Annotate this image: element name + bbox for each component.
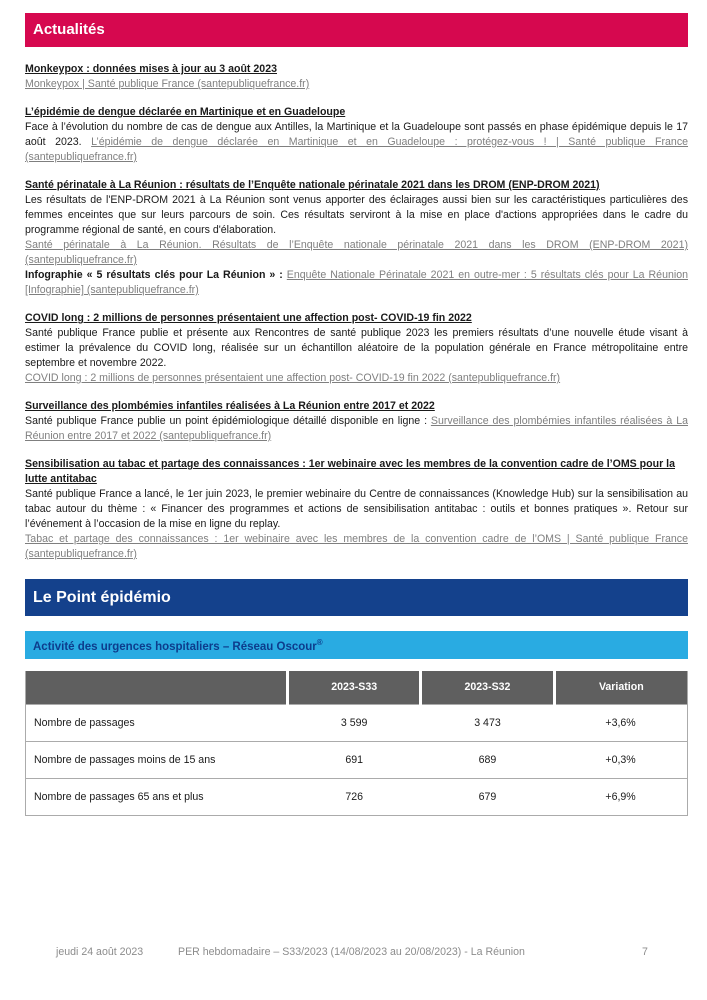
footer-page-number: 7 bbox=[642, 946, 648, 958]
plombemies-link[interactable]: Surveillance des plombémies infantiles réalisées à La Réunion entre 2017 et 2022 (santepubliquefrance.fr) bbox=[25, 415, 688, 442]
plombemies-body: Santé publique France publie un point épidémiologique détaillé disponible en ligne : bbox=[25, 415, 431, 427]
footer-doc-title: PER hebdomadaire – S33/2023 (14/08/2023 au 20/08/2023) - La Réunion bbox=[178, 946, 525, 958]
section-monkeypox bbox=[25, 62, 688, 92]
perinatale-title: Santé périnatale à La Réunion : résultats de l’Enquête nationale périnatale 2021 dans les DROM (ENP-DROM 2021) bbox=[25, 179, 600, 191]
infographie-link[interactable]: Enquête Nationale Périnatale 2021 en outre-mer : 5 résultats clés pour La Réunion [Infographie] (santepubliquefrance.fr) bbox=[25, 269, 688, 296]
perinatale-link[interactable]: Santé périnatale à La Réunion. Résultats de l’Enquête nationale périnatale 2021 dans les DROM (ENP-DROM 2021) (santepubliquefrance.fr) bbox=[25, 239, 688, 266]
section-covid-long bbox=[25, 311, 688, 386]
section-plombemies bbox=[25, 399, 688, 444]
header-2023-s33: 2023-S33 bbox=[288, 671, 421, 705]
cell-variation: +3,6% bbox=[554, 704, 687, 741]
point-epidemio-title: Le Point épidémio bbox=[33, 589, 171, 606]
covid-long-title: COVID long : 2 millions de personnes présentaient une affection post- COVID-19 fin 2022 bbox=[25, 312, 472, 324]
covid-long-link[interactable]: COVID long : 2 millions de personnes présentaient une affection post- COVID-19 fin 2022 (santepubliquefrance.fr) bbox=[25, 372, 561, 384]
cell-s32: 679 bbox=[421, 778, 554, 815]
cell-s33: 3 599 bbox=[288, 704, 421, 741]
infographie-label: Infographie « 5 résultats clés pour La Réunion » : bbox=[25, 269, 287, 281]
monkeypox-title: Monkeypox : données mises à jour au 3 août 2023 bbox=[25, 63, 277, 75]
oscour-banner bbox=[25, 631, 688, 659]
dengue-link[interactable]: L’épidémie de dengue déclarée en Martinique et en Guadeloupe : protégez-vous ! | Santé publique France (santepubliquefrance.fr) bbox=[25, 136, 689, 163]
page-footer bbox=[0, 946, 707, 966]
table-header-row bbox=[26, 671, 688, 705]
header-variation: Variation bbox=[554, 671, 687, 705]
actualites-banner-title: Actualités bbox=[33, 21, 105, 38]
cell-s33: 726 bbox=[288, 778, 421, 815]
section-tabac bbox=[25, 457, 688, 562]
oscour-activity-table bbox=[25, 671, 688, 816]
section-dengue bbox=[25, 105, 688, 165]
table-row bbox=[26, 741, 688, 778]
row-label: Nombre de passages moins de 15 ans bbox=[26, 741, 288, 778]
header-empty-cell bbox=[26, 671, 288, 705]
actualites-banner bbox=[25, 13, 688, 47]
section-perinatale bbox=[25, 178, 688, 298]
tabac-link[interactable]: Tabac et partage des connaissances : 1er webinaire avec les membres de la convention cadre de l’OMS | Santé publique France (santepubliquefrance.fr) bbox=[25, 533, 688, 560]
cell-s33: 691 bbox=[288, 741, 421, 778]
cell-variation: +0,3% bbox=[554, 741, 687, 778]
row-label: Nombre de passages 65 ans et plus bbox=[26, 778, 288, 815]
monkeypox-link[interactable]: Monkeypox | Santé publique France (santepubliquefrance.fr) bbox=[25, 78, 310, 90]
cell-variation: +6,9% bbox=[554, 778, 687, 815]
header-2023-s32: 2023-S32 bbox=[421, 671, 554, 705]
row-label: Nombre de passages bbox=[26, 704, 288, 741]
covid-long-body: Santé publique France publie et présente aux Rencontres de santé publique 2023 les premiers résultats d’une nouvelle étude visant à estimer la prévalence du COVID long, réalisée sur un échantillon aléatoire de la population générale en France métropolitaine entre septembre et novembre 2022. bbox=[25, 327, 688, 369]
perinatale-infographie bbox=[25, 268, 688, 298]
oscour-banner-title: Activité des urgences hospitaliers – Réseau Oscour bbox=[33, 640, 317, 653]
cell-s32: 689 bbox=[421, 741, 554, 778]
point-epidemio-banner bbox=[25, 579, 688, 616]
dengue-title: L’épidémie de dengue déclarée en Martinique et en Guadeloupe bbox=[25, 106, 346, 118]
table-row bbox=[26, 704, 688, 741]
dengue-body: Face à l’évolution du nombre de cas de dengue aux Antilles, la Martinique et la Guadeloupe sont passés en phase épidémique depuis le 17 août 2023. bbox=[25, 121, 688, 148]
plombemies-paragraph bbox=[25, 414, 688, 444]
perinatale-body: Les résultats de l'ENP-DROM 2021 à La Réunion sont venus apporter des éclairages aussi bien sur les caractéristiques particulières des femmes enceintes que sur leurs parcours de soin. Ces résultats serviront à la mise en place d'actions appropriées dans le cadre du programme régional de santé, en cours d'élaboration. bbox=[25, 194, 688, 236]
footer-date: jeudi 24 août 2023 bbox=[56, 946, 144, 958]
tabac-title: Sensibilisation au tabac et partage des connaissances : 1er webinaire avec les membres de la convention cadre de l’OMS pour la lutte antitabac bbox=[25, 458, 675, 485]
tabac-body: Santé publique France a lancé, le 1er juin 2023, le premier webinaire du Centre de connaissances (Knowledge Hub) sur la sensibilisation au tabac autour du thème : « Financer des programmes et actions de sensibilisation antitabac : outils et bonnes pratiques ». Retour sur l’événement à l’occasion de la mise en ligne du replay. bbox=[25, 488, 688, 530]
table-row bbox=[26, 778, 688, 815]
cell-s32: 3 473 bbox=[421, 704, 554, 741]
plombemies-title: Surveillance des plombémies infantiles réalisées à La Réunion entre 2017 et 2022 bbox=[25, 400, 435, 412]
registered-mark: ® bbox=[316, 638, 323, 647]
dengue-paragraph bbox=[25, 120, 688, 165]
